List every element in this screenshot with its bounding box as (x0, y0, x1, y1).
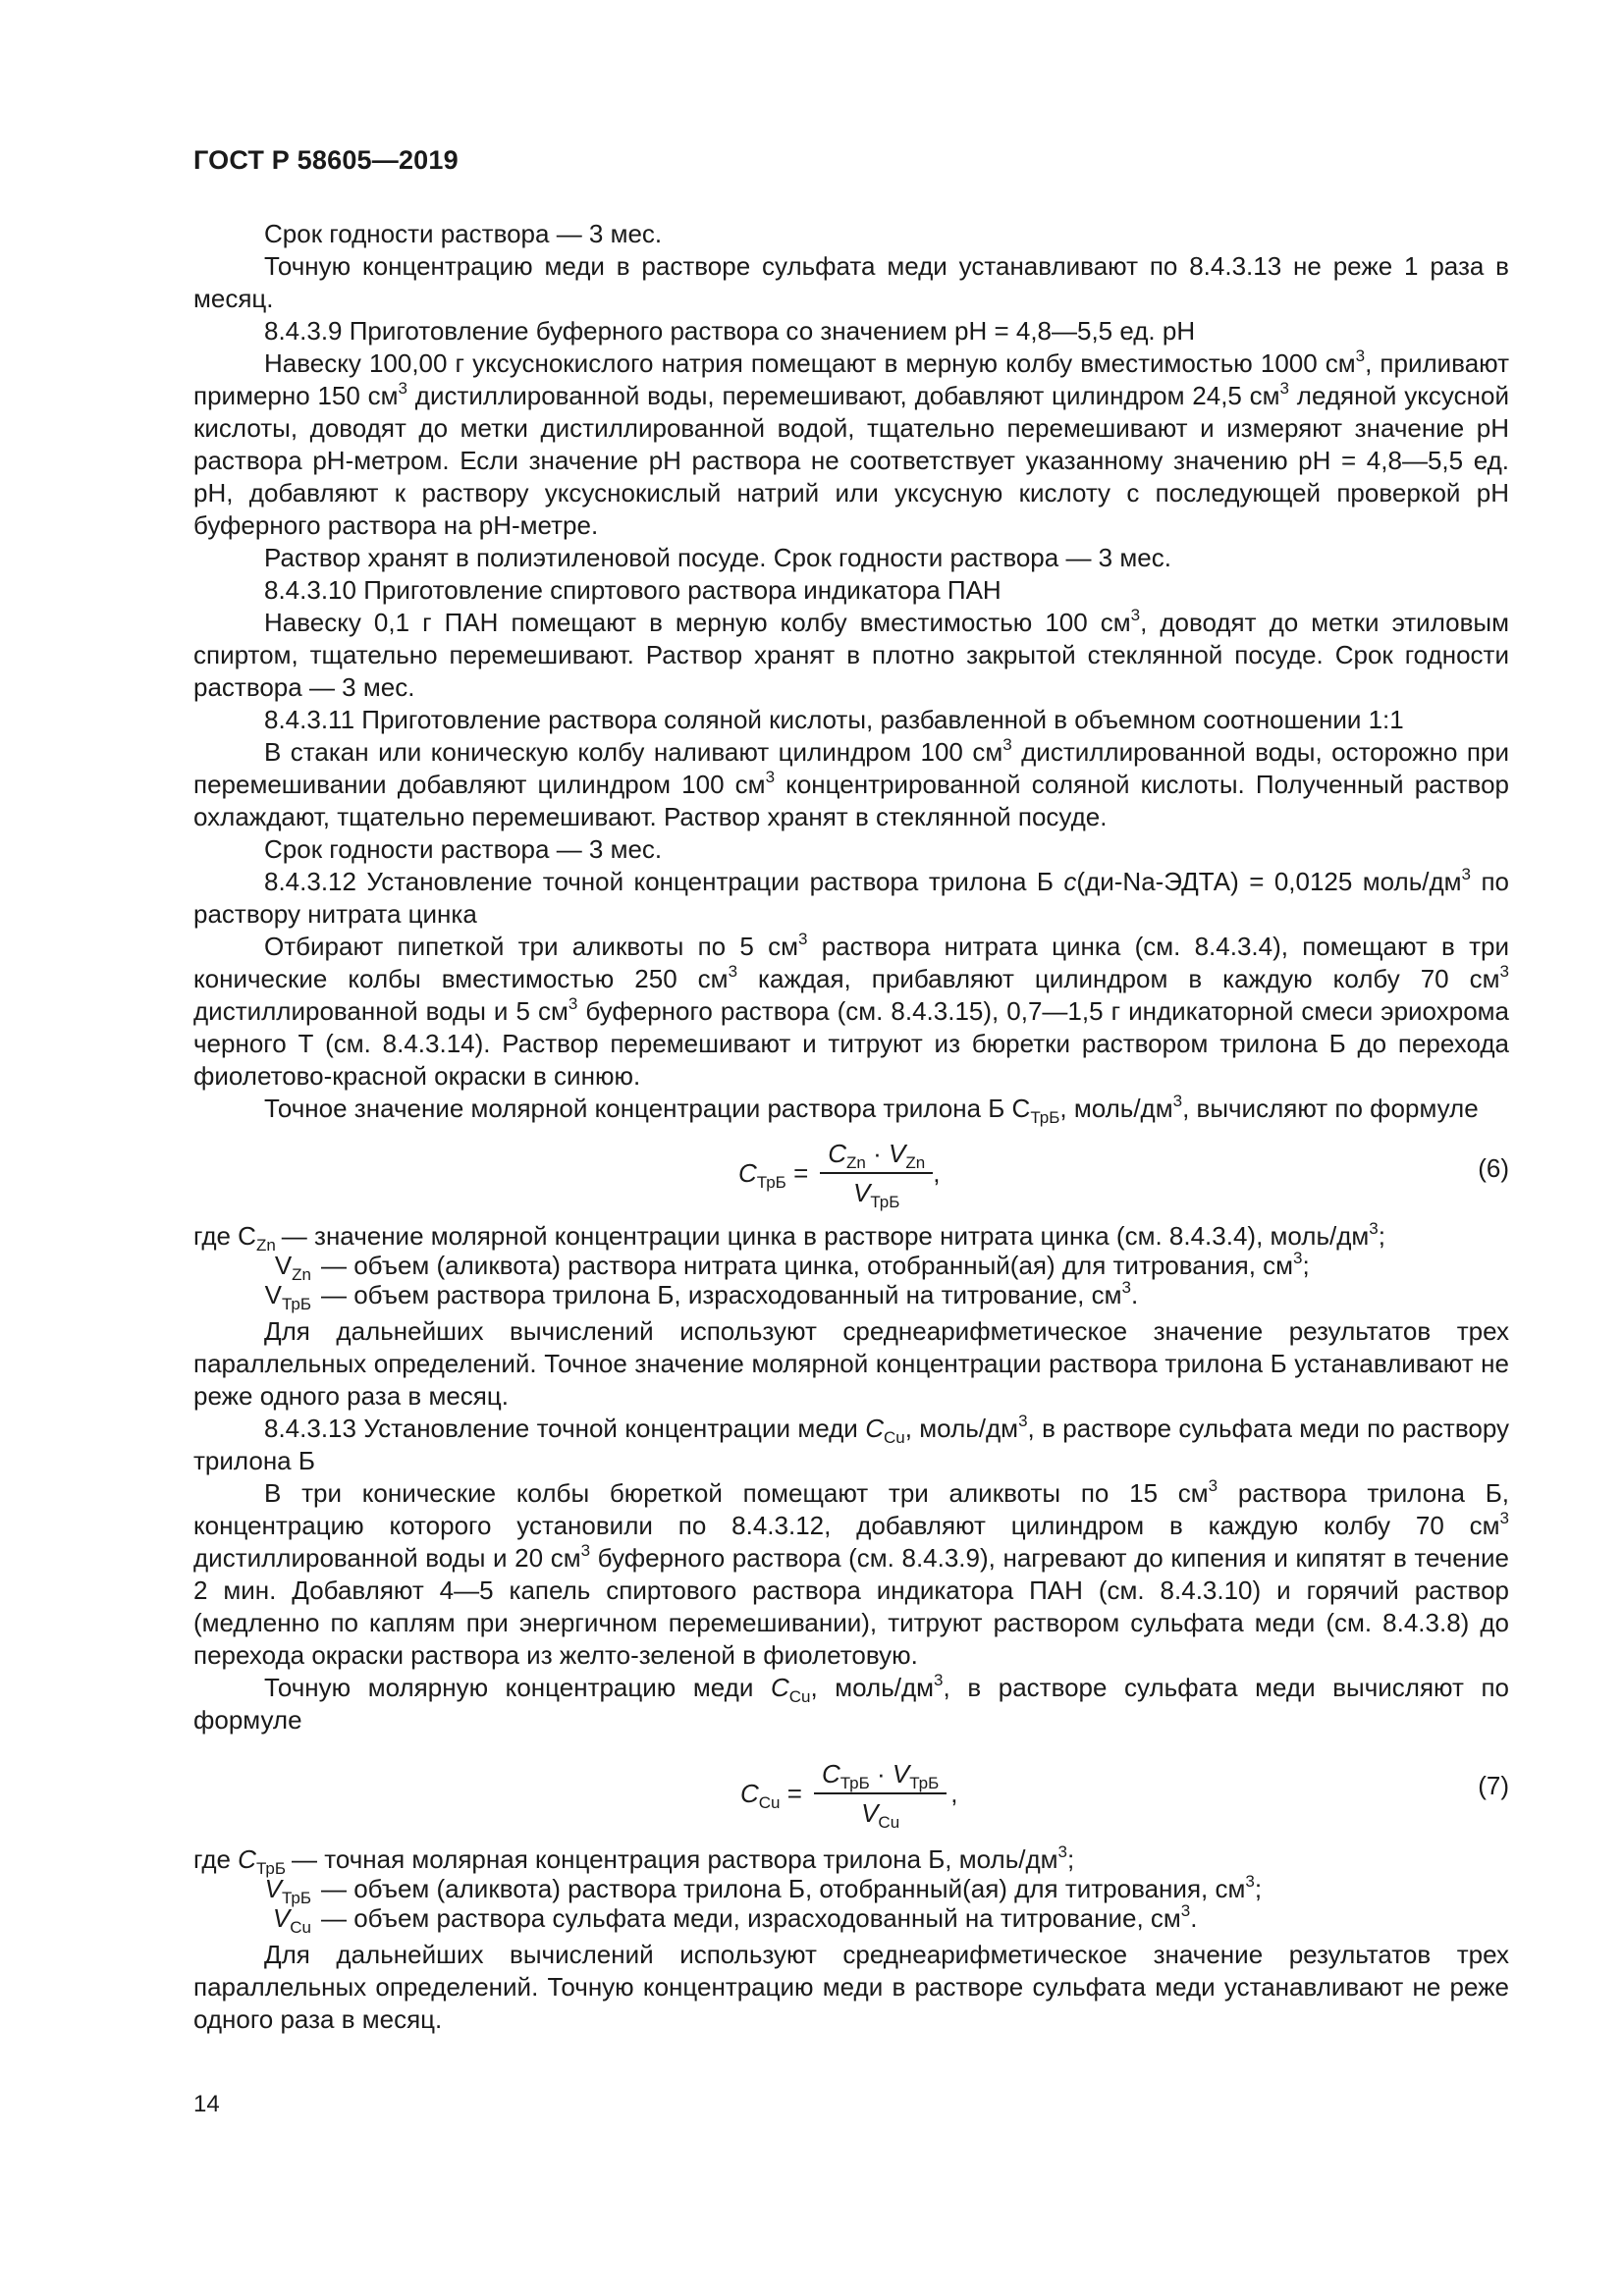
formula-6-number: (6) (1478, 1153, 1509, 1183)
paragraph: Раствор хранят в полиэтиленовой посуде. Срок годности раствора — 3 мес. (264, 543, 1171, 572)
paragraph: Срок годности раствора — 3 мес. (264, 834, 663, 864)
formula-6-legend-row: где $C_{Zn}$ — значение молярной концентрации цинка в растворе нитрата цинка (см. 8.4.3.4), моль/$дм^3$; (193, 1219, 1385, 1255)
paragraph: Навеску 100,00 г уксуснокислого натрия помещают в мерную колбу вместимостью 1000 $см^3$, приливают примерно 150 $см^3$ дистиллированной воды, перемешивают, добавляют цилиндром 24,5 $см^3$ ледяной уксусной кислоты, доводят до метки дистиллированной водой, тщательно перемешивают и измеряют значение pH раствора pH-метром. Если значение pH раствора не соответствует указанному значению pH = 4,8—5,5 ед. pH, добавляют к раствору уксуснокислый натрий или уксусную кислоту с последующей проверкой pH буферного раствора на pH-метре. (193, 347, 1509, 540)
section-heading-8-4-3-10: 8.4.3.10 Приготовление спиртового раствора индикатора ПАН (264, 575, 1001, 605)
section-heading-8-4-3-9: 8.4.3.9 Приготовление буферного раствора со значением pH = 4,8—5,5 ед. pH (264, 316, 1196, 346)
paragraph: В три конические колбы бюреткой помещают три аликвоты по 15 $см^3$ раствора трилона Б, концентрацию которого установили по 8.4.3.12, добавляют цилиндром в каждую колбу 70 $см^3$ дистиллированной воды и 20 $см^3$ буферного раствора (см. 8.4.3.9), нагревают до кипения и кипятят в течение 2 мин. Добавляют 4—5 капель спиртового раствора индикатора ПАН (см. 8.4.3.10) и горячий раствор (медленно по каплям при энергичном перемешивании), титруют раствором сульфата меди (см. 8.4.3.8) до перехода окраски раствора из желто-зеленой в фиолетовую. (193, 1476, 1509, 1670)
section-heading-8-4-3-12: 8.4.3.12 Установление точной концентрации раствора трилона Б c(ди-Na-ЭДТА) = 0,0125 моль/$дм^3$ по раствору нитрата цинка (193, 865, 1509, 929)
formula-6-legend-row: $V_{ТрБ}$ — объем раствора трилона Б, израсходованный на титрование, $см^3$. (264, 1278, 1139, 1314)
document-header: ГОСТ Р 58605—2019 (193, 145, 459, 175)
paragraph: Срок годности раствора — 3 мес. (264, 219, 663, 248)
formula-6 (193, 1125, 1509, 1221)
document-body (193, 218, 1509, 2036)
paragraph: Точную концентрацию меди в растворе сульфата меди устанавливают по 8.4.3.13 не реже 1 раза в месяц. (193, 251, 1509, 313)
formula-7 (193, 1742, 1509, 1844)
formula-7-fraction: $\frac{C_{ТрБ} \cdot V_{ТрБ}}{V_{Cu}}$ (814, 1758, 947, 1829)
formula-7-legend-row: $V_{Cu}$ — объем раствора сульфата меди, израсходованный на титрование, $см^3$. (272, 1901, 1198, 1938)
formula-6-legend-row: $V_{Zn}$ — объем (аликвота) раствора нитрата цинка, отобранный(ая) для титрования, $см^3$; (274, 1249, 1310, 1285)
paragraph: Точную молярную концентрацию меди $C_{Cu}$, моль/$дм^3$, в растворе сульфата меди вычисляют по формуле (193, 1671, 1509, 1735)
page-number: 14 (193, 2091, 220, 2117)
formula-7-legend-row: $V_{ТрБ}$ — объем (аликвота) раствора трилона Б, отобранный(ая) для титрования, $см^3$; (264, 1872, 1263, 1908)
formula-7-number: (7) (1478, 1771, 1509, 1800)
paragraph: Для дальнейших вычислений используют среднеарифметическое значение результатов трех параллельных определений. Точную концентрацию меди в растворе сульфата меди устанавливают не реже одного раза в месяц. (193, 1940, 1509, 2034)
paragraph: Точное значение молярной концентрации раствора трилона Б $С_{ТрБ}$, моль/$дм^3$, вычисляют по формуле (264, 1092, 1479, 1128)
paragraph: В стакан или коническую колбу наливают цилиндром 100 $см^3$ дистиллированной воды, осторожно при перемешивании добавляют цилиндром 100 $см^3$ концентрированной соляной кислоты. Полученный раствор охлаждают, тщательно перемешивают. Раствор хранят в стеклянной посуде. (193, 735, 1509, 831)
paragraph: Отбирают пипеткой три аликвоты по 5 $см^3$ раствора нитрата цинка (см. 8.4.3.4), помещают в три конические колбы вместимостью 250 $см^3$ каждая, прибавляют цилиндром в каждую колбу 70 $см^3$ дистиллированной воды и 5 $см^3$ буферного раствора (см. 8.4.3.15), 0,7—1,5 г индикаторной смеси эриохрома черного Т (см. 8.4.3.14). Раствор перемешивают и титруют из бюретки раствором трилона Б до перехода фиолетово-красной окраски в синюю. (193, 930, 1510, 1091)
formula-7-legend-row: где $C_{ТрБ}$ — точная молярная концентрация раствора трилона Б, моль/$дм^3$; (193, 1842, 1075, 1879)
paragraph: Для дальнейших вычислений используют среднеарифметическое значение результатов трех параллельных определений. Точное значение молярной концентрации раствора трилона Б устанавливают не реже одного раза в месяц. (193, 1316, 1509, 1411)
formula-7-expression: $C_{Cu}$ = $\frac{C_{ТрБ} \cdot V_{ТрБ}}{V_{Cu}}$ , (740, 1759, 958, 1833)
section-heading-8-4-3-11: 8.4.3.11 Приготовление раствора соляной кислоты, разбавленной в объемном соотношении 1:1 (264, 705, 1404, 734)
section-heading-8-4-3-13: 8.4.3.13 Установление точной концентрации меди $C_{Cu}$, моль/$дм^3$, в растворе сульфата меди по раствору трилона Б (193, 1412, 1509, 1475)
paragraph: Навеску 0,1 г ПАН помещают в мерную колбу вместимостью 100 $см^3$, доводят до метки этиловым спиртом, тщательно перемешивают. Раствор хранят в плотно закрытой стеклянной посуде. Срок годности раствора — 3 мес. (193, 606, 1509, 702)
formula-6-fraction: $\frac{C_{Zn} \cdot V_{Zn}}{V_{ТрБ}}$ (820, 1138, 933, 1208)
formula-6-expression: $C_{ТрБ}$ = $\frac{C_{Zn} \cdot V_{Zn}}{V_{ТрБ}}$ , (738, 1139, 941, 1212)
